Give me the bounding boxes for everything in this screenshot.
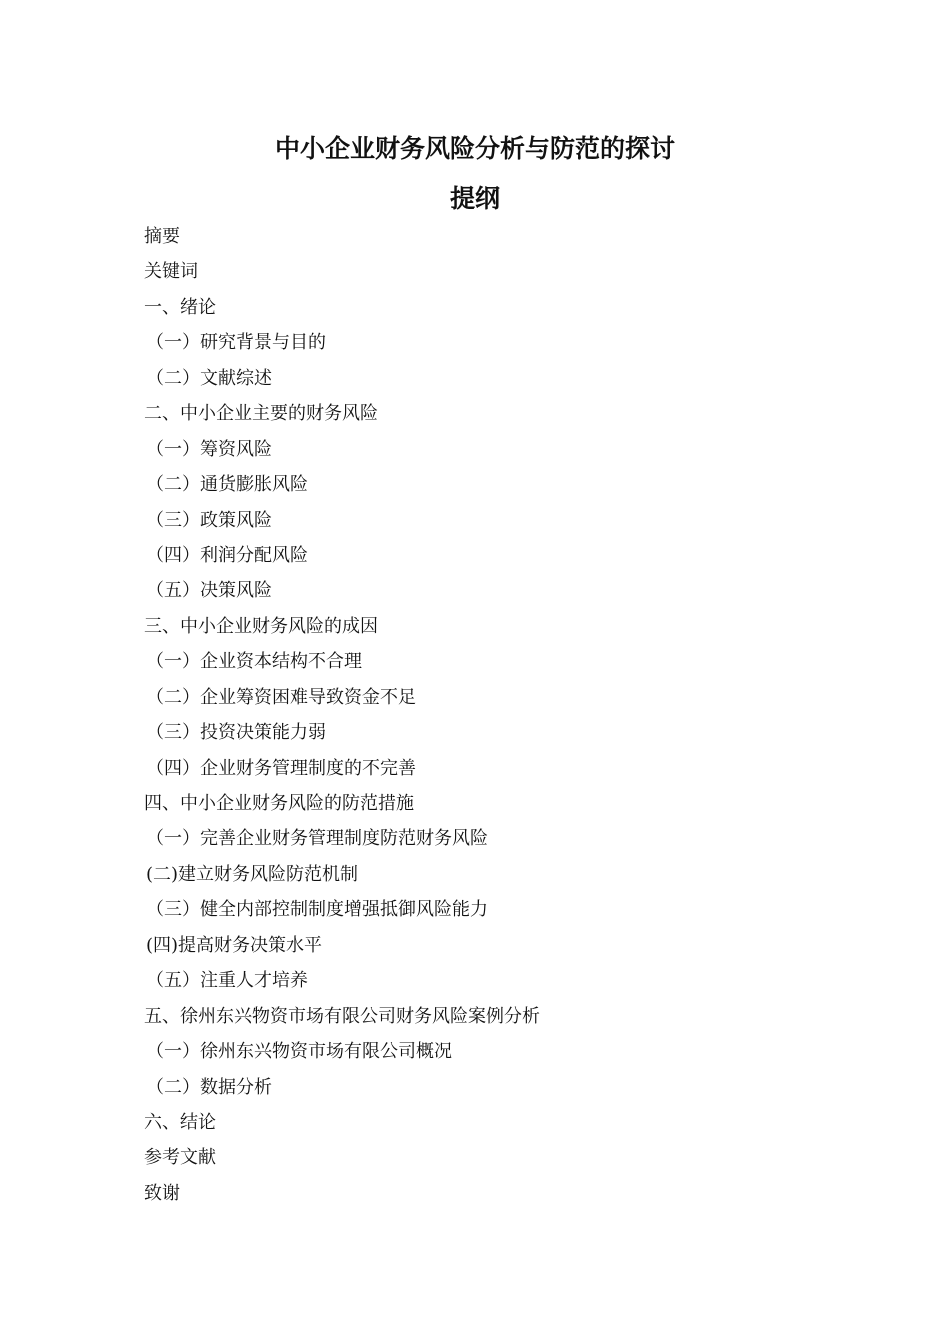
outline-heading: 一、绪论 xyxy=(144,296,216,318)
outline-heading: 致谢 xyxy=(144,1182,180,1204)
outline-subheading: (二)建立财务风险防范机制 xyxy=(146,863,359,885)
outline-subheading: （二）数据分析 xyxy=(146,1076,272,1098)
outline-subheading: （二）通货膨胀风险 xyxy=(146,474,308,496)
outline-heading: 六、结论 xyxy=(144,1111,216,1133)
outline-subheading: （一）徐州东兴物资市场有限公司概况 xyxy=(146,1041,452,1063)
outline-subheading: （五）决策风险 xyxy=(146,580,272,602)
outline-heading: 参考文献 xyxy=(144,1147,216,1169)
outline-heading: 五、徐州东兴物资市场有限公司财务风险案例分析 xyxy=(144,1005,540,1027)
outline-subheading: （一）研究背景与目的 xyxy=(146,332,326,354)
outline-heading: 四、中小企业财务风险的防范措施 xyxy=(144,793,414,814)
document-title: 中小企业财务风险分析与防范的探讨 xyxy=(274,134,675,163)
outline-subheading: （五）注重人才培养 xyxy=(146,970,308,992)
outline-heading: 三、中小企业财务风险的成因 xyxy=(144,615,378,637)
outline-subheading: （三）投资决策能力弱 xyxy=(146,722,326,744)
outline-heading: 二、中小企业主要的财务风险 xyxy=(144,403,378,425)
outline-subheading: (四)提高财务决策水平 xyxy=(146,934,323,956)
outline-subheading: （一）筹资风险 xyxy=(146,438,272,460)
outline-list xyxy=(144,222,540,1214)
outline-subheading: （二）文献综述 xyxy=(146,367,272,389)
outline-heading: 关键词 xyxy=(144,261,198,283)
outline-subheading: （四）企业财务管理制度的不完善 xyxy=(146,757,416,779)
outline-subheading: （一）完善企业财务管理制度防范财务风险 xyxy=(146,828,488,850)
outline-heading: 摘要 xyxy=(144,226,180,247)
document-subtitle: 提纲 xyxy=(449,184,500,213)
outline-subheading: （二）企业筹资困难导致资金不足 xyxy=(146,686,416,708)
outline-subheading: （四）利润分配风险 xyxy=(146,544,308,566)
outline-subheading: （一）企业资本结构不合理 xyxy=(146,651,362,673)
outline-subheading: （三）健全内部控制制度增强抵御风险能力 xyxy=(146,899,488,921)
outline-subheading: （三）政策风险 xyxy=(146,509,272,531)
